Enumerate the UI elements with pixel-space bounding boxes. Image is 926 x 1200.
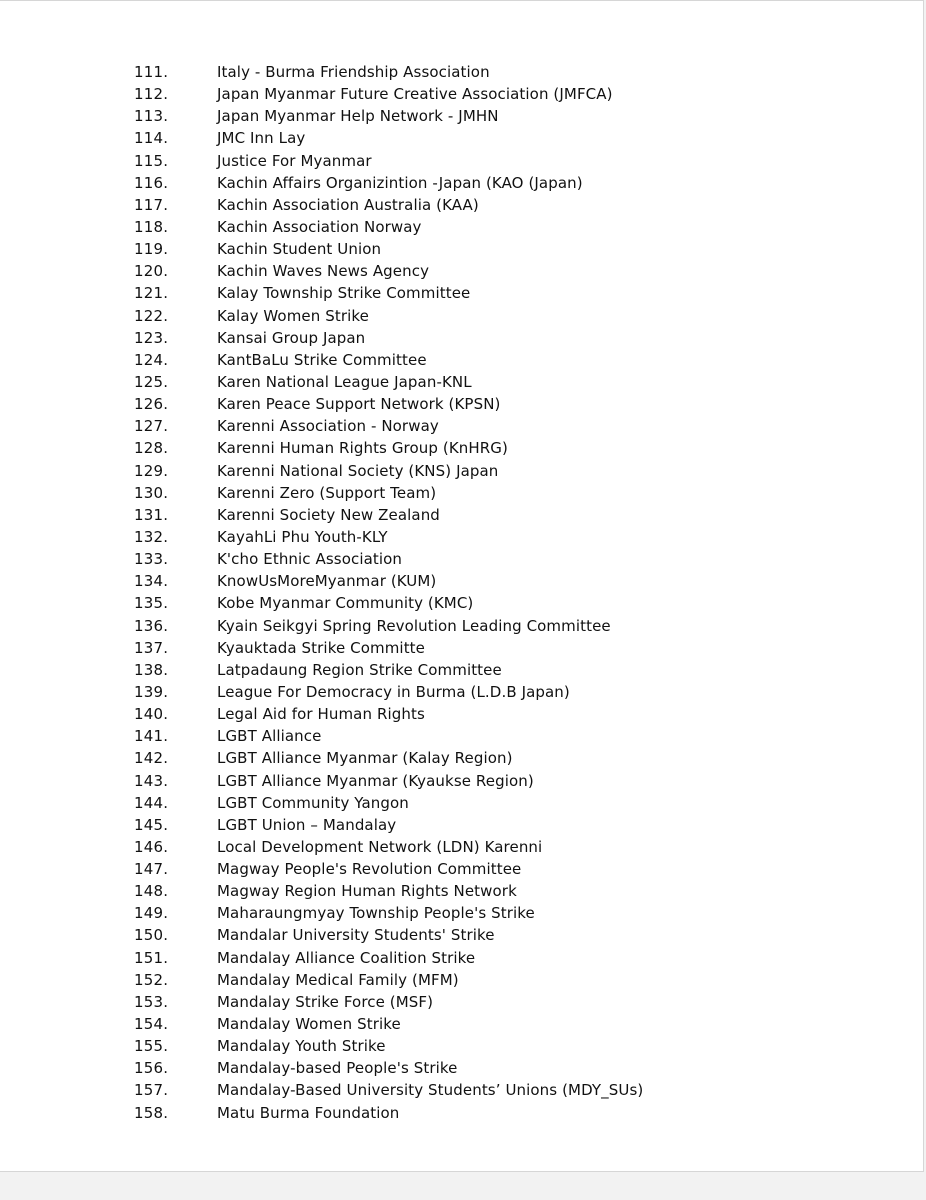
list-item <box>0 371 900 393</box>
organization-name: Italy - Burma Friendship Association <box>217 63 490 81</box>
list-item <box>0 349 900 371</box>
list-item <box>0 615 900 637</box>
item-number: 121. <box>134 284 169 303</box>
list-item <box>0 814 900 836</box>
item-number: 142. <box>134 749 169 768</box>
organization-name: Kobe Myanmar Community (KMC) <box>217 594 474 613</box>
list-item <box>0 482 900 504</box>
list-item <box>0 393 900 415</box>
item-number: 126. <box>134 395 169 414</box>
list-item <box>0 127 900 149</box>
list-item <box>0 725 900 747</box>
list-item <box>0 1057 900 1079</box>
list-item <box>0 659 900 681</box>
item-number: 140. <box>134 705 169 724</box>
item-number: 117. <box>134 195 169 214</box>
item-number: 131. <box>134 505 169 524</box>
organization-name: Justice For Myanmar <box>217 151 372 170</box>
list-item <box>0 969 900 991</box>
list-item <box>0 570 900 592</box>
item-number: 144. <box>134 793 169 812</box>
item-number: 132. <box>134 527 169 546</box>
organization-name: Kachin Association Norway <box>217 217 422 236</box>
list-item <box>0 1035 900 1057</box>
list-item <box>0 1079 900 1101</box>
list-item <box>0 924 900 946</box>
list-item <box>0 260 900 282</box>
item-number: 124. <box>134 350 169 369</box>
list-item <box>0 902 900 924</box>
item-number: 154. <box>134 1015 169 1034</box>
item-number: 145. <box>134 815 169 834</box>
organization-name: Magway Region Human Rights Network <box>217 882 517 901</box>
organization-name: Kachin Waves News Agency <box>217 262 430 281</box>
organization-name: League For Democracy in Burma (L.D.B Japan) <box>217 682 570 701</box>
list-item <box>0 1102 900 1124</box>
item-number: 137. <box>134 638 169 657</box>
item-number: 136. <box>134 616 169 635</box>
organization-name: Karenni Human Rights Group (KnHRG) <box>217 439 508 458</box>
list-item <box>0 836 900 858</box>
item-number: 139. <box>134 682 169 701</box>
item-number: 133. <box>134 550 169 569</box>
list-item <box>0 703 900 725</box>
item-number: 127. <box>134 417 169 436</box>
item-number: 138. <box>134 660 169 679</box>
item-number: 115. <box>134 151 169 170</box>
list-item <box>0 592 900 614</box>
item-number: 114. <box>134 129 169 148</box>
item-number: 116. <box>134 173 169 192</box>
organization-name: K'cho Ethnic Association <box>217 550 403 569</box>
organization-name: LGBT Union – Mandalay <box>217 815 397 834</box>
item-number: 112. <box>134 85 169 104</box>
list-item <box>0 1013 900 1035</box>
item-number: 156. <box>134 1059 169 1078</box>
organization-name: Latpadaung Region Strike Committee <box>217 660 502 679</box>
organization-name: Mandalay Strike Force (MSF) <box>217 992 434 1011</box>
organization-name: KantBaLu Strike Committee <box>217 350 427 369</box>
organization-name: Kalay Township Strike Committee <box>217 284 471 303</box>
list-item <box>0 83 900 105</box>
item-number: 118. <box>134 217 169 236</box>
item-number: 119. <box>134 240 169 259</box>
list-item <box>0 858 900 880</box>
organization-name: Karen Peace Support Network (KPSN) <box>217 395 501 414</box>
organization-name: Karenni Association - Norway <box>217 417 439 436</box>
item-number: 148. <box>134 882 169 901</box>
organization-name: Kyauktada Strike Committe <box>217 638 425 657</box>
list-item <box>0 526 900 548</box>
item-number: 152. <box>134 970 169 989</box>
item-number: 151. <box>134 948 169 967</box>
organization-name: Mandalay Women Strike <box>217 1015 401 1034</box>
organization-name: KayahLi Phu Youth-KLY <box>217 527 388 546</box>
organization-name: Kalay Women Strike <box>217 306 369 325</box>
list-item <box>0 637 900 659</box>
item-number: 150. <box>134 926 169 945</box>
list-item <box>0 61 900 83</box>
list-item <box>0 991 900 1013</box>
list-item <box>0 747 900 769</box>
item-number: 157. <box>134 1081 169 1100</box>
organization-name: LGBT Community Yangon <box>217 793 409 812</box>
organization-name: Maharaungmyay Township People's Strike <box>217 904 535 923</box>
list-item <box>0 504 900 526</box>
list-item <box>0 216 900 238</box>
organization-name: JMC Inn Lay <box>217 129 306 148</box>
list-item <box>0 327 900 349</box>
organization-name: Kachin Affairs Organizintion -Japan (KAO (Japan) <box>217 173 583 192</box>
organization-name: Japan Myanmar Help Network - JMHN <box>217 107 499 126</box>
organization-name: Kansai Group Japan <box>217 328 366 347</box>
item-number: 147. <box>134 860 169 879</box>
organization-name: KnowUsMoreMyanmar (KUM) <box>217 572 437 591</box>
list-item <box>0 105 900 127</box>
item-number: 113. <box>134 107 169 126</box>
organization-name: Mandalay Alliance Coalition Strike <box>217 948 476 967</box>
list-item <box>0 947 900 969</box>
organization-name: Mandalay-based People's Strike <box>217 1059 458 1078</box>
organization-list <box>0 61 900 1124</box>
item-number: 122. <box>134 306 169 325</box>
list-item <box>0 282 900 304</box>
list-item <box>0 792 900 814</box>
organization-name: Matu Burma Foundation <box>217 1103 400 1122</box>
item-number: 146. <box>134 837 169 856</box>
item-number: 129. <box>134 461 169 480</box>
list-item <box>0 770 900 792</box>
item-number: 141. <box>134 727 169 746</box>
item-number: 135. <box>134 594 169 613</box>
item-number: 125. <box>134 372 169 391</box>
item-number: 123. <box>134 328 169 347</box>
organization-name: Kyain Seikgyi Spring Revolution Leading Committee <box>217 616 611 635</box>
organization-name: Karen National League Japan-KNL <box>217 372 472 391</box>
item-number: 155. <box>134 1037 169 1056</box>
list-item <box>0 238 900 260</box>
organization-name: Japan Myanmar Future Creative Association (JMFCA) <box>217 85 613 104</box>
item-number: 128. <box>134 439 169 458</box>
organization-name: Karenni Society New Zealand <box>217 505 440 524</box>
organization-name: LGBT Alliance Myanmar (Kalay Region) <box>217 749 513 768</box>
organization-name: Kachin Student Union <box>217 240 382 259</box>
item-number: 149. <box>134 904 169 923</box>
organization-name: LGBT Alliance <box>217 727 322 746</box>
list-item <box>0 305 900 327</box>
organization-name: Mandalar University Students' Strike <box>217 926 495 945</box>
organization-name: Legal Aid for Human Rights <box>217 705 425 724</box>
item-number: 158. <box>134 1103 169 1122</box>
list-item <box>0 880 900 902</box>
item-number: 111. <box>134 63 169 81</box>
list-item <box>0 194 900 216</box>
organization-name: Magway People's Revolution Committee <box>217 860 522 879</box>
item-number: 130. <box>134 483 169 502</box>
organization-name: Mandalay Youth Strike <box>217 1037 386 1056</box>
list-item <box>0 437 900 459</box>
item-number: 143. <box>134 771 169 790</box>
list-item <box>0 150 900 172</box>
list-item <box>0 460 900 482</box>
item-number: 120. <box>134 262 169 281</box>
item-number: 134. <box>134 572 169 591</box>
organization-name: Mandalay-Based University Students’ Unions (MDY_SUs) <box>217 1081 644 1100</box>
organization-name: Karenni National Society (KNS) Japan <box>217 461 499 480</box>
organization-name: Local Development Network (LDN) Karenni <box>217 837 543 856</box>
list-item <box>0 548 900 570</box>
list-item <box>0 681 900 703</box>
organization-name: Mandalay Medical Family (MFM) <box>217 970 459 989</box>
organization-name: LGBT Alliance Myanmar (Kyaukse Region) <box>217 771 534 790</box>
item-number: 153. <box>134 992 169 1011</box>
list-item <box>0 415 900 437</box>
list-item <box>0 172 900 194</box>
organization-name: Kachin Association Australia (KAA) <box>217 195 479 214</box>
organization-name: Karenni Zero (Support Team) <box>217 483 437 502</box>
